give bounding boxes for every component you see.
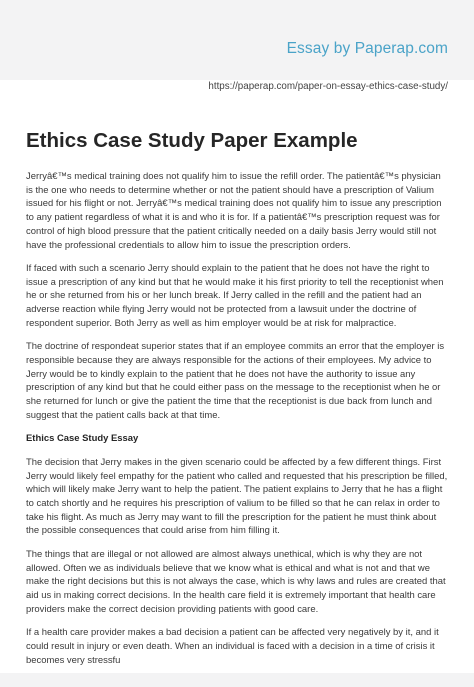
footer-band bbox=[0, 673, 474, 687]
paragraph: Jerryâ€™s medical training does not qualify him to issue the refill order. The patientâ€™s physician is the one who needs to determine whether or not the patient should have a prescription of Valium issued for his flight or not. Jerryâ€™s medical training does not qualify him to issue any prescription to any patient regardless of what it is and who it is for. If a patientâ€™s prescription request was for control of high blood pressure that the patient critically needed on a daily basis Jerry would still not have the professional credentials to allow him to issue the prescription orders. bbox=[26, 171, 442, 251]
paragraph: The decision that Jerry makes in the given scenario could be affected by a few different things. First Jerry would likely feel empathy for the patient who called and requested that his prescription be filled, which will likely make Jerry want to help the patient. The patient explains to Jerry that he has a flight to catch shortly and he requires his prescription of valium to be filled so that he can relax in order to take his flight. As much as Jerry may want to fill the prescription for the patient he must think about the possible consequences that could arise from him filling it. bbox=[26, 456, 448, 537]
source-url[interactable]: https://paperap.com/paper-on-essay-ethics-case-study/ bbox=[208, 81, 448, 92]
page-title: Ethics Case Study Paper Example bbox=[26, 129, 358, 152]
paragraph: If faced with such a scenario Jerry should explain to the patient that he does not have the right to issue a prescription of any kind but that he would make it his first priority to tell the receptionist when he or she returned from his or her lunch break. If Jerry called in the refill and the patient had an adverse reaction while flying Jerry would not be protected from a lawsuit under the doctrine of respondent superior. Both Jerry as well as him employer would be at risk for malpractice. bbox=[26, 263, 444, 329]
paragraph: If a health care provider makes a bad decision a patient can be affected very negatively by it, and it could result in injury or even death. When an individual is faced with a decision in a time of crisis it becomes very stressfu bbox=[26, 627, 439, 666]
article-body bbox=[26, 170, 450, 677]
paragraph: The things that are illegal or not allowed are almost always unethical, which is why they are not allowed. Often we as individuals believe that we know what is ethical and what is not and that we make the right decisions but this is not always the case, which is why laws and rules are created that aid us in making correct decisions. In the health care field it is extremely important that health care providers make the correct decision providing patients with good care. bbox=[26, 548, 446, 615]
paragraph: The doctrine of respondeat superior states that if an employee commits an error that the employer is responsible because they are always responsible for the actions of their employees. My advice to Jerry would be to kindly explain to the patient that he does not have the authority to issue any prescription of any kind but that he could either pass on the message to the receptionist when he or she returned for lunch or give the patient the time that the receptionist is due back from lunch and suggest that the patient calls back at that time. bbox=[26, 341, 445, 421]
section-heading: Ethics Case Study Essay bbox=[26, 433, 139, 445]
site-header bbox=[0, 0, 474, 80]
site-brand-link[interactable]: Essay by Paperap.com bbox=[286, 40, 448, 57]
